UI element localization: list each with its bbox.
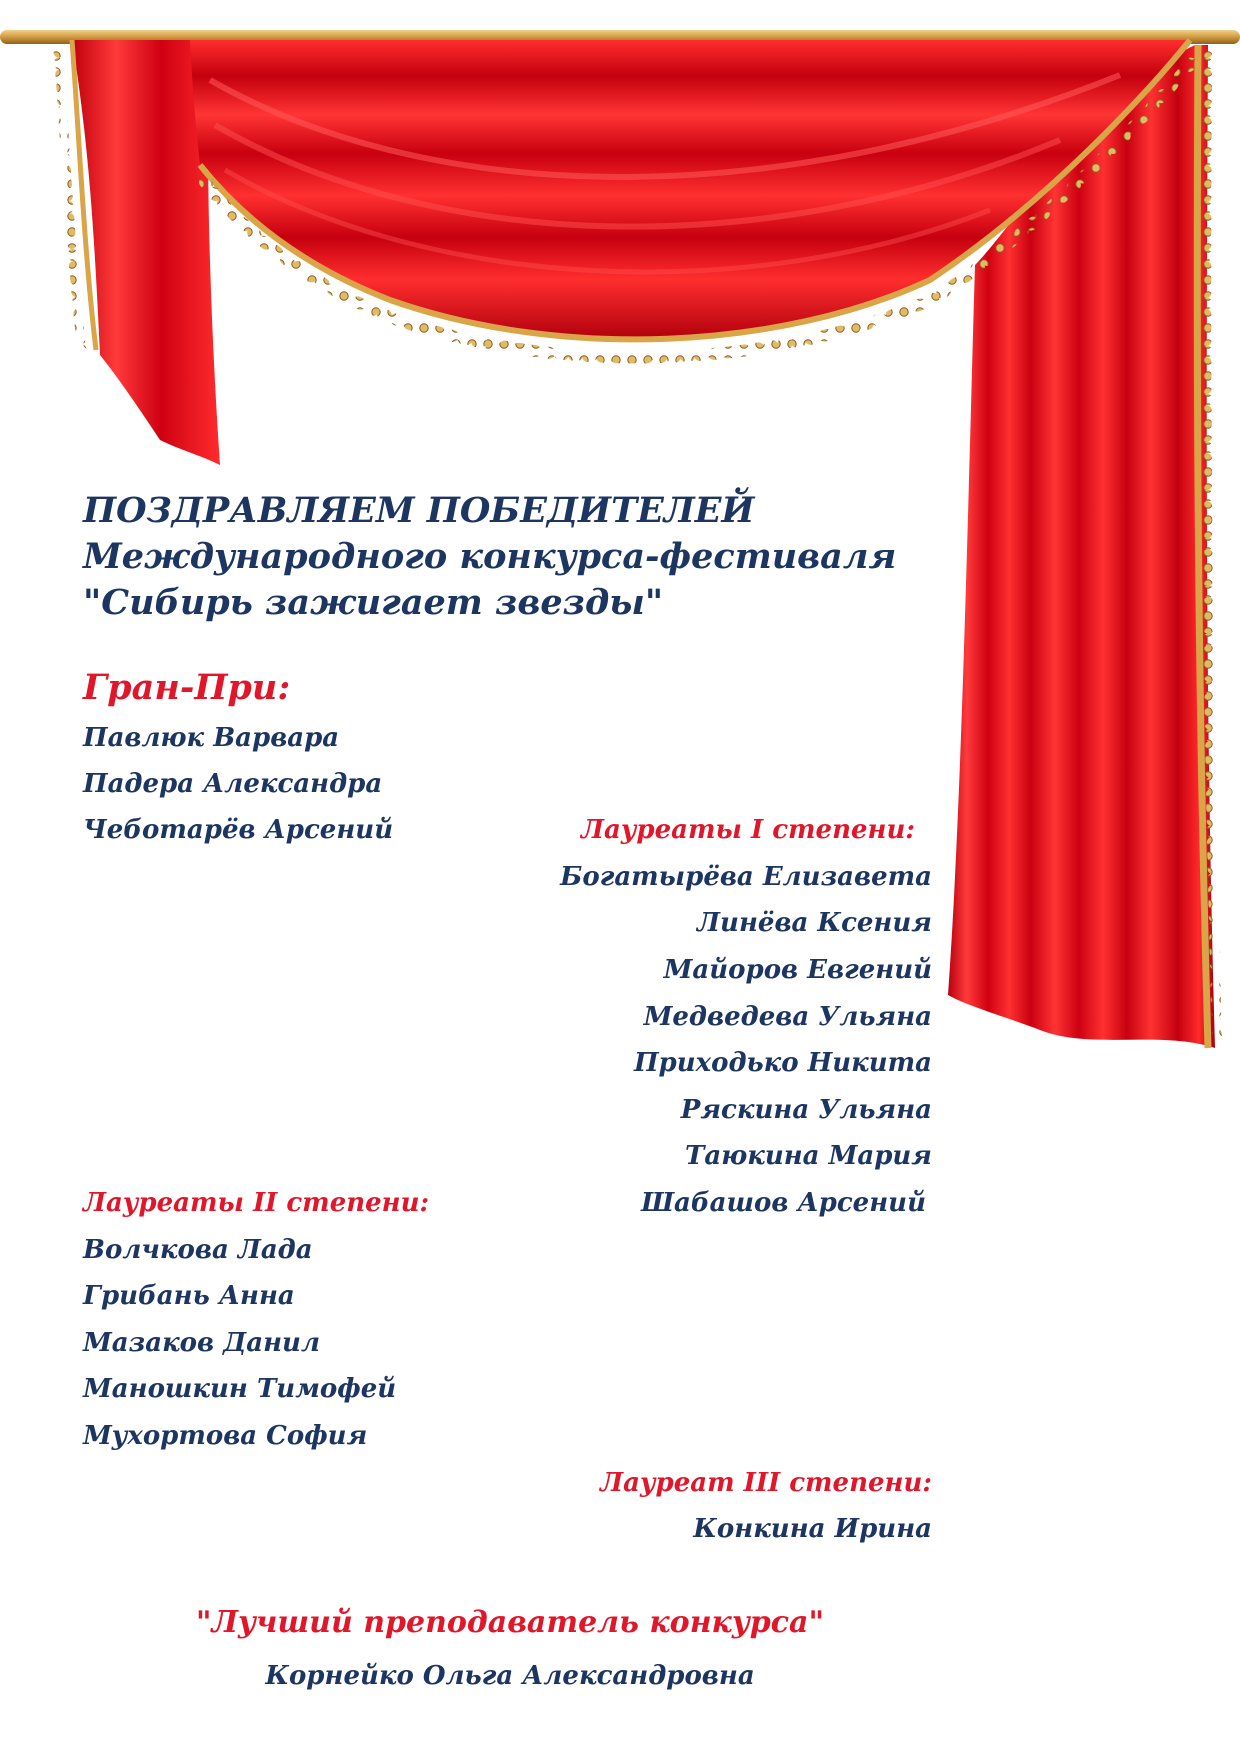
grand-prix-heading: Гран-При: [83,667,291,708]
laureates-1-name: Богатырёва Елизавета [560,862,932,892]
grand-prix-name: Падера Александра [83,769,383,799]
laureate-3-heading: Лауреат III степени: [600,1468,932,1498]
laureate-3-name: Конкина Ирина [693,1514,932,1544]
title-line-2: Международного конкурса-фестиваля [83,536,897,577]
laureates-1-name: Шабашов Арсений [641,1188,926,1218]
title-line-1: ПОЗДРАВЛЯЕМ ПОБЕДИТЕЛЕЙ [83,490,755,531]
best-teacher-heading: "Лучший преподаватель конкурса" [195,1605,825,1640]
grand-prix-name: Чеботарёв Арсений [83,815,394,845]
laureates-2-name: Маношкин Тимофей [83,1374,397,1404]
laureates-2-name: Волчкова Лада [83,1235,313,1265]
grand-prix-name: Павлюк Варвара [83,723,340,753]
best-teacher-name: Корнейко Ольга Александровна [265,1661,755,1691]
title-line-3: "Сибирь зажигает звезды" [83,582,664,623]
laureates-1-name: Таюкина Мария [685,1141,932,1171]
laureates-1-name: Ряскина Ульяна [680,1095,932,1125]
laureates-2-heading: Лауреаты II степени: [83,1188,430,1218]
laureates-1-name: Приходько Никита [633,1048,932,1078]
laureates-1-name: Медведева Ульяна [643,1002,932,1032]
laureates-2-name: Мазаков Данил [83,1328,320,1358]
laureates-1-name: Линёва Ксения [697,908,932,938]
laureates-1-heading: Лауреаты I степени: [581,815,915,845]
laureates-2-name: Мухортова София [83,1421,368,1451]
laureates-2-name: Грибань Анна [83,1281,295,1311]
laureates-1-name: Майоров Евгений [663,955,932,985]
